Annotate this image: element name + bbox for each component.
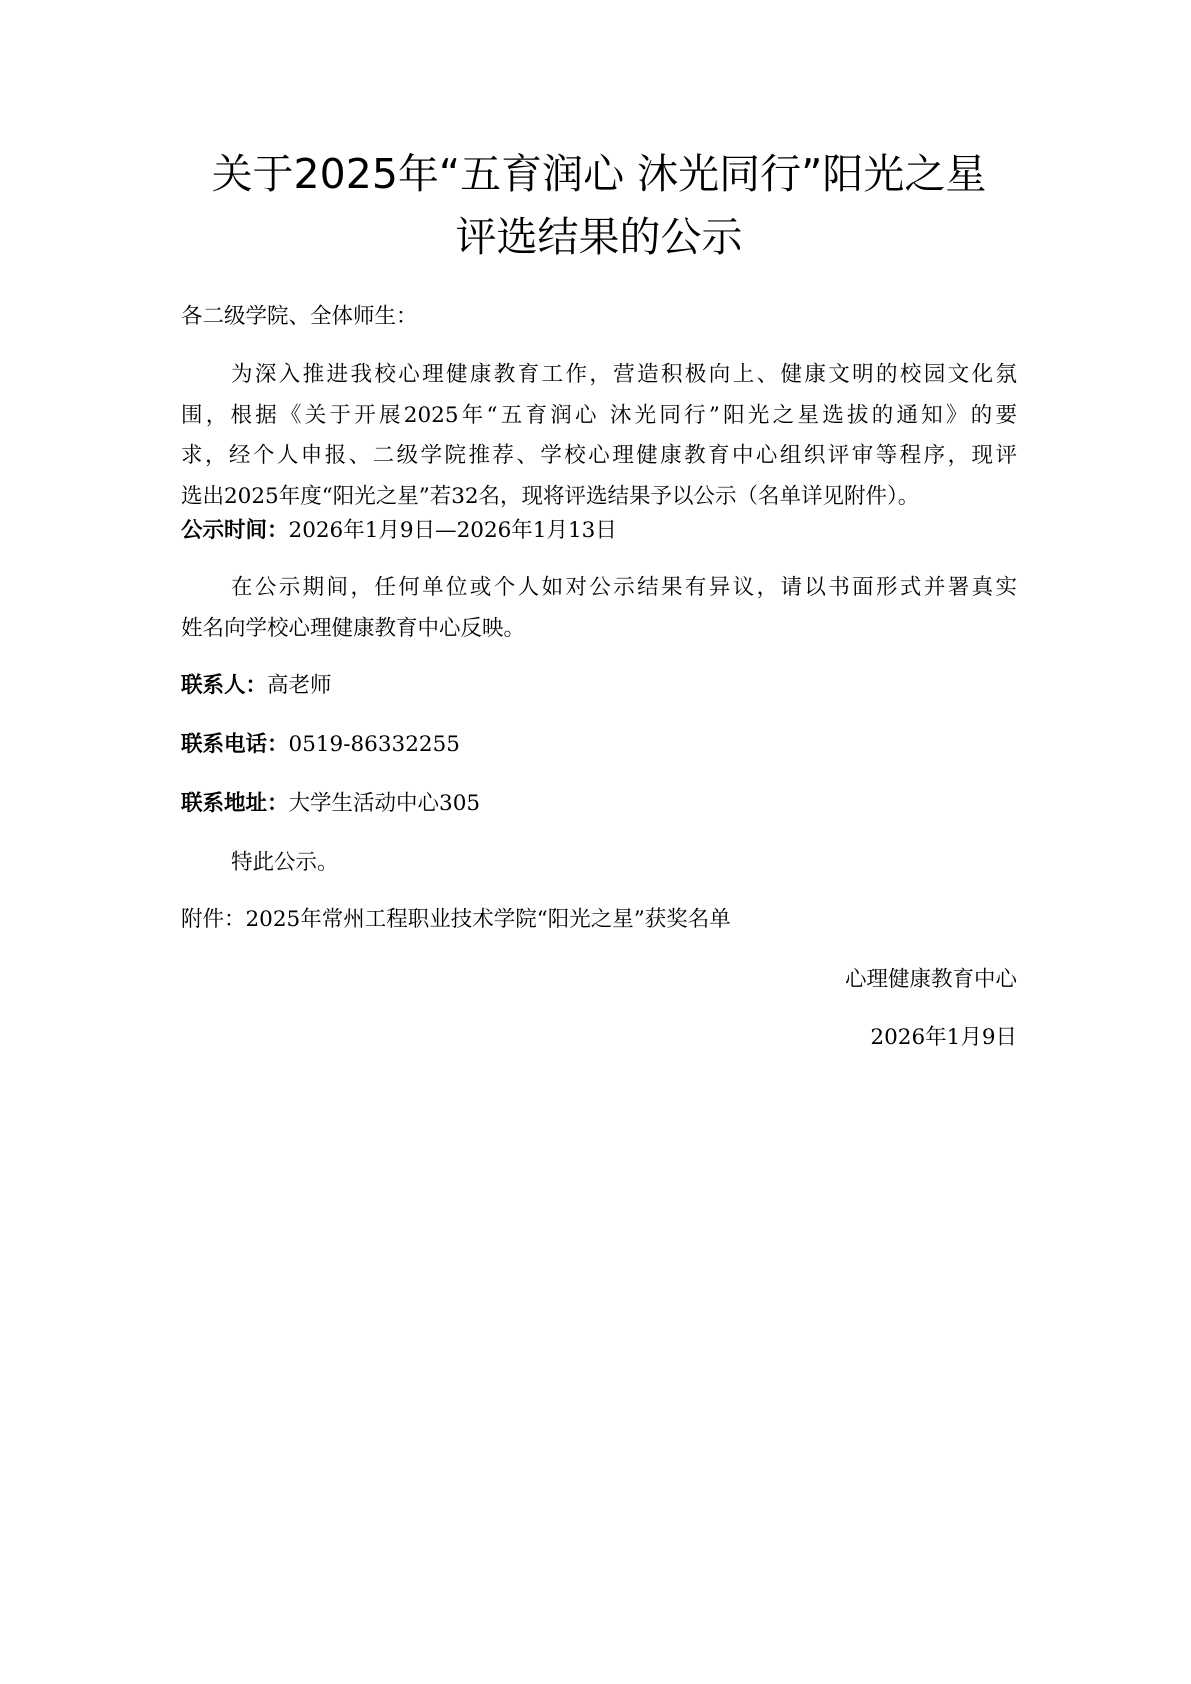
- document-page: [181, 0, 1017, 1684]
- salutation: 各二级学院、全体师生：: [181, 304, 418, 329]
- body-line-1: 为深入推进我校心理健康教育工作，营造积极向上、健康文明的校园文化氛: [231, 362, 1017, 387]
- document-title-line-1: 关于2025年“五育润心 沐光同行”阳光之星: [211, 150, 987, 198]
- contact-address: [181, 784, 1017, 824]
- publicity-time-value: 2026年1月9日—2026年1月13日: [288, 518, 617, 543]
- contact-phone-label: 联系电话：: [181, 732, 289, 757]
- contact-phone: [181, 725, 1017, 765]
- document-title-line-2: 评选结果的公示: [455, 213, 743, 261]
- issue-date: 2026年1月9日: [870, 1025, 1017, 1050]
- publicity-time-label: 公示时间：: [181, 518, 289, 543]
- closing-statement: 特此公示。: [231, 850, 339, 875]
- body-paragraph: [181, 355, 1017, 517]
- contact-person-value: 高老师: [267, 673, 332, 698]
- body-line-4: 选出2025年度“阳光之星”若32名，现将评选结果予以公示（名单详见附件）。: [181, 483, 920, 509]
- body-line-3: 求，经个人申报、二级学院推荐、学校心理健康教育中心组织评审等程序，现评: [181, 443, 1017, 468]
- contact-person: [181, 666, 1017, 706]
- objection-paragraph: [181, 568, 1017, 649]
- contact-address-value: 大学生活动中心305: [288, 791, 481, 816]
- contact-phone-value: 0519-86332255: [288, 732, 460, 757]
- objection-line-2: 姓名向学校心理健康教育中心反映。: [181, 615, 526, 641]
- objection-line-1: 在公示期间，任何单位或个人如对公示结果有异议，请以书面形式并署真实: [231, 575, 1017, 600]
- attachment-note: 附件：2025年常州工程职业技术学院“阳光之星”获奖名单: [181, 907, 731, 932]
- signature: 心理健康教育中心: [844, 967, 1017, 992]
- contact-address-label: 联系地址：: [181, 791, 289, 816]
- contact-person-label: 联系人：: [181, 673, 268, 698]
- publicity-time: [181, 511, 1017, 551]
- body-line-2: 围，根据《关于开展2025年“五育润心 沐光同行”阳光之星选拔的通知》的要: [181, 402, 1017, 428]
